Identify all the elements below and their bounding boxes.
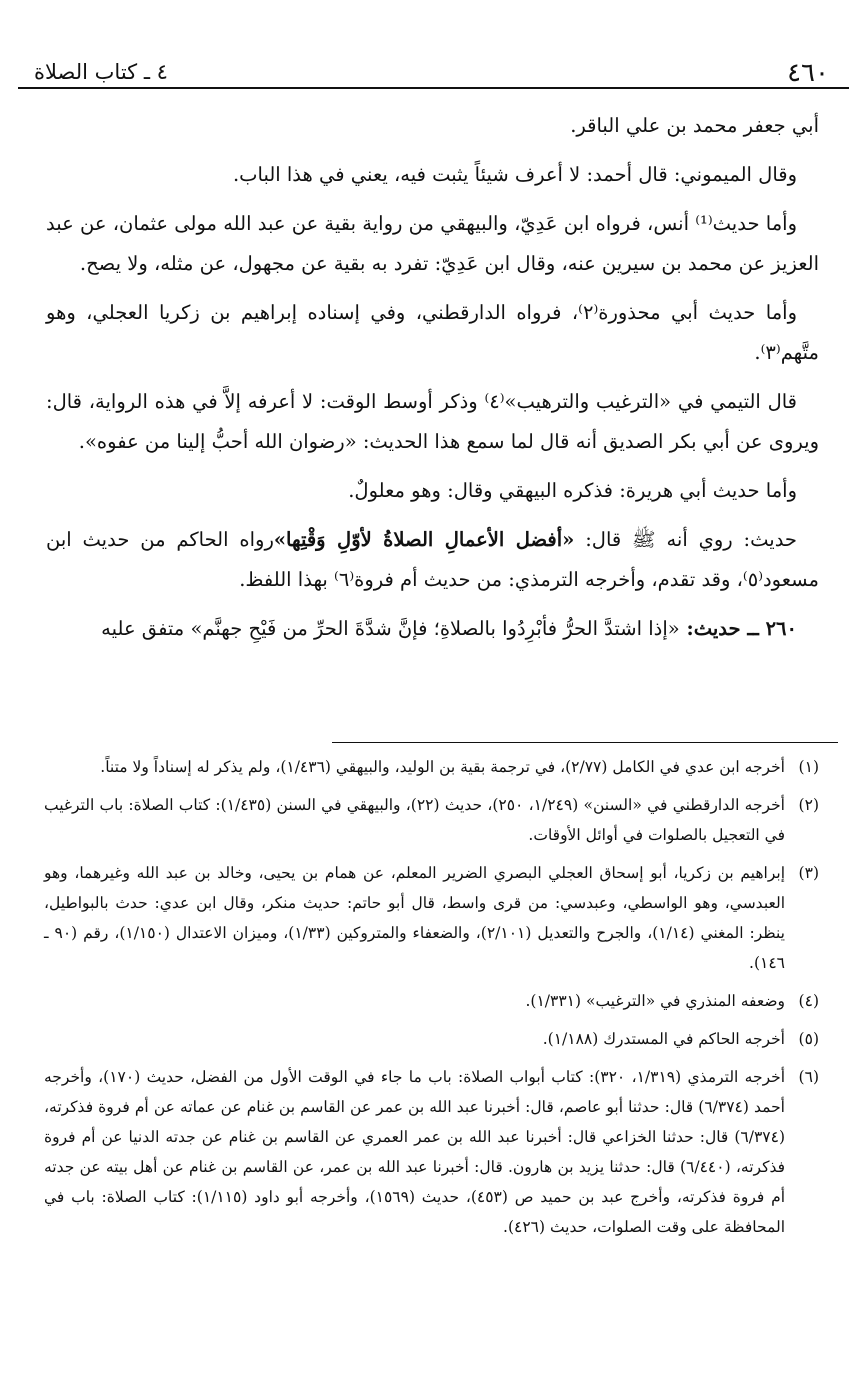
footnotes: [44, 752, 819, 1250]
page-header: [20, 44, 847, 88]
paragraph: وأما حديث أبي محذورة⁽٢⁾، فرواه الدارقطني، وفي إسناده إبراهيم بن زكريا العجلي، وهو متَّهم⁽٣⁾.: [46, 301, 819, 364]
running-head: ٤ ـ كتاب الصلاة: [34, 60, 168, 84]
hadith-number: ٢٦٠ ــ حديث:: [679, 617, 797, 640]
footnote: [44, 1062, 819, 1242]
footnote: [44, 790, 819, 850]
footnote-number: (١): [798, 758, 819, 776]
footnote-number: (٣): [798, 864, 819, 882]
footnote-rule: [332, 742, 838, 743]
hadith-text: «أفضل الأعمالِ الصلاةُ لأوّلِ وَقْتِها»: [273, 528, 575, 551]
footnote-number: (٦): [798, 1068, 819, 1086]
hadith-entry: [46, 609, 819, 649]
header-rule: [18, 87, 849, 89]
paragraph: وأما حديث⁽¹⁾ أنس، فرواه ابن عَدِيّ، والبيهقي من رواية بقية عن عبد الله مولى عثمان، عن عبد العزيز عن محمد بن سيرين عنه، وقال ابن عَدِيّ: تفرد به بقية عن مجهول، عن مثله، ولا يصح.: [46, 212, 819, 275]
hadith-source: رواه الحاكم من حديث ابن مسعود⁽٥⁾، وقد تقدم، وأخرجه الترمذي: من حديث أم فروة⁽٦⁾ بهذا اللفظ.: [46, 528, 819, 591]
footnote-number: (٤): [798, 992, 819, 1010]
footnote: [44, 986, 819, 1016]
hadith-entry-text: «إذا اشتدَّ الحرُّ فأبْرِدُوا بالصلاةِ؛ فإنَّ شدَّةَ الحرِّ من فَيْحِ جهنَّم» متفق عليه: [101, 617, 680, 640]
footnote: [44, 752, 819, 782]
hadith-intro: حديث: روي أنه ﷺ قال:: [574, 528, 797, 551]
footnote-text: أخرجه الترمذي (١/٣١٩، ٣٢٠): كتاب أبواب الصلاة: باب ما جاء في الوقت الأول من الفضل، حديث (١٧٠)، وأخرجه أحمد (٦/٣٧٤) قال: حدثنا أبو عاصم، قال: أخبرنا عبد الله بن عمر عن القاسم بن غنام عن عماته عن أم فروة فذكرته، (٦/٣٧٤) قال: حدثنا الخزاعي قال: أخبرنا عبد الله بن عمر العمري عن القاسم بن غنام عن جدته الدنيا عن أم فروة فذكرته، (٦/٤٤٠) قال: حدثنا يزيد بن هارون. قال: أخبرنا عبد الله بن عمر، عن القاسم بن غنام عن أهل بيته عن جدته أم فروة فذكرته، وأخرج عبد بن حميد ص (٤٥٣)، حديث (١٥٦٩)، وأخرجه أبو داود (١/١١٥): كتاب الصلاة: باب في المحافظة على وقت الصلوات، حديث (٤٢٦).: [44, 1068, 786, 1236]
footnote-number: (٢): [798, 796, 819, 814]
footnote-number: (٥): [798, 1030, 819, 1048]
footnote-text: إبراهيم بن زكريا، أبو إسحاق العجلي البصري الضرير المعلم، عن همام بن يحيى، وخالد بن عبد الله وغيرهما، وهو العبدسي، وهو الواسطي، وعبدسي: من قرى واسط، قال أبو حاتم: حديث منكر، وقال ابن عدي: حدث بالبواطيل، ينظر: المغني (١/١٤)، والجرح والتعديل (٢/١٠١)، والضعفاء والمتروكين (١/٣٣)، وميزان الاعتدال (١/١٥٠)، رقم (٩٠ ـ ١٤٦).: [44, 864, 785, 972]
footnote-text: وضعفه المنذري في «الترغيب» (١/٣٣١).: [525, 992, 785, 1010]
footnote-text: أخرجه الدارقطني في «السنن» (١/٢٤٩، ٢٥٠)، حديث (٢٢)، والبيهقي في السنن (١/٤٣٥): كتاب الصلاة: باب الترغيب في التعجيل بالصلوات في أوائل الأوقات.: [44, 796, 785, 844]
paragraph: قال التيمي في «الترغيب والترهيب»⁽٤⁾ وذكر أوسط الوقت: لا أعرفه إلاَّ في هذه الرواية، قال: ويروى عن أبي بكر الصديق أنه قال لما سمع هذا الحديث: «رضوان الله أحبُّ إلينا من عفوه».: [46, 390, 819, 453]
page-number: ٤٦٠: [787, 58, 829, 88]
footnote-text: أخرجه الحاكم في المستدرك (١/١٨٨).: [542, 1030, 785, 1048]
footnote-text: أخرجه ابن عدي في الكامل (٢/٧٧)، في ترجمة بقية بن الوليد، والبيهقي (١/٤٣٦)، ولم يذكر له إسناداً ولا متناً.: [100, 758, 785, 776]
hadith-paragraph: [46, 520, 819, 600]
paragraph: وأما حديث أبي هريرة: فذكره البيهقي وقال: وهو معلولٌ.: [348, 479, 797, 502]
paragraph: وقال الميموني: قال أحمد: لا أعرف شيئاً يثبت فيه، يعني في هذا الباب.: [232, 163, 797, 186]
footnote: [44, 858, 819, 978]
main-text: [46, 106, 819, 658]
footnote: [44, 1024, 819, 1054]
paragraph: أبي جعفر محمد بن علي الباقر.: [570, 114, 819, 137]
